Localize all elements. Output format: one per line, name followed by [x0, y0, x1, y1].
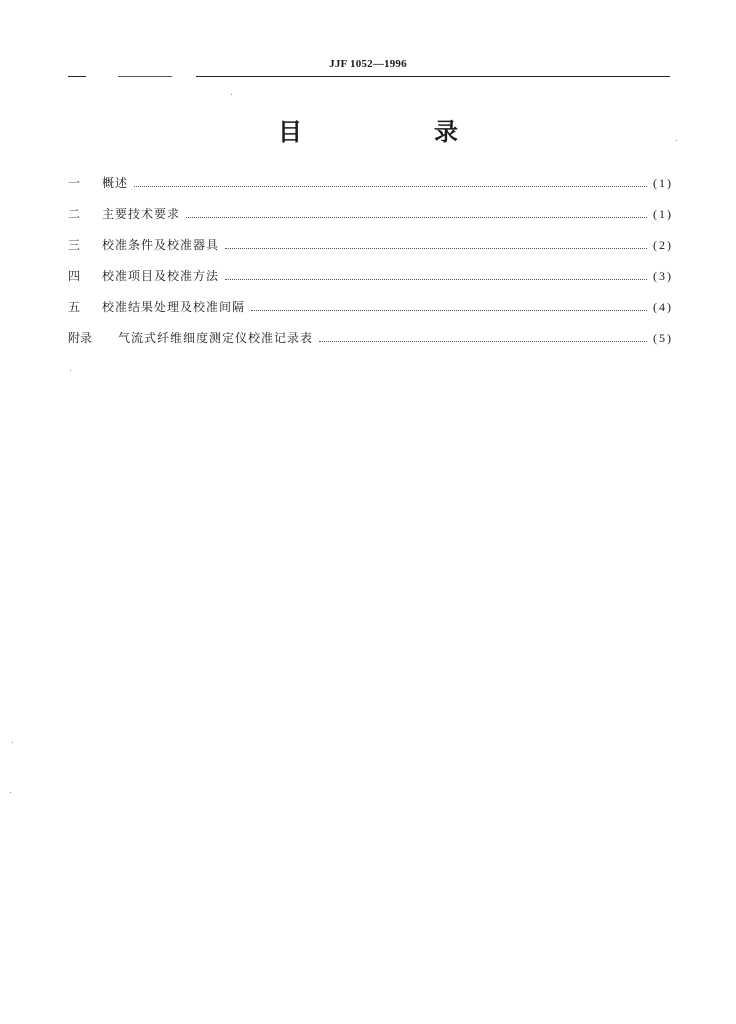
- table-of-contents: [68, 168, 673, 354]
- toc-entry[interactable]: [68, 261, 673, 292]
- toc-leader-dots: [186, 205, 647, 218]
- toc-entry-number: 五: [68, 300, 81, 314]
- header-rule-main: [196, 76, 670, 77]
- scan-speck: [10, 792, 11, 793]
- toc-leader-dots: [134, 174, 647, 187]
- toc-entry-page: (4): [653, 300, 673, 314]
- page-title: 目 录: [278, 118, 512, 146]
- toc-entry[interactable]: [68, 292, 673, 323]
- scan-speck: [231, 94, 232, 95]
- toc-entry-page: (1): [653, 176, 673, 190]
- toc-entry-title: 主要技术要求: [102, 207, 181, 221]
- toc-entry-title: 概述: [102, 176, 129, 190]
- toc-entry-page: (1): [653, 207, 673, 221]
- scan-speck: [70, 370, 71, 371]
- toc-entry[interactable]: [68, 199, 673, 230]
- toc-leader-dots: [251, 298, 647, 311]
- toc-entry-page: (5): [653, 331, 673, 345]
- toc-entry-number: 三: [68, 238, 81, 252]
- toc-leader-dots: [225, 236, 647, 249]
- toc-leader-dots: [319, 329, 647, 342]
- toc-entry-title: 气流式纤维细度测定仪校准记录表: [118, 331, 314, 345]
- header-standard-code: JJF 1052—1996: [329, 58, 407, 70]
- toc-entry-page: (2): [653, 238, 673, 252]
- toc-entry-number: 四: [68, 269, 81, 283]
- toc-entry-number: 附录: [68, 331, 93, 345]
- toc-entry-number: 二: [68, 207, 81, 221]
- toc-entry[interactable]: [68, 323, 673, 354]
- header-rule-left: [68, 76, 86, 77]
- toc-entry-title: 校准项目及校准方法: [102, 269, 220, 283]
- toc-leader-dots: [225, 267, 647, 280]
- scan-speck: [676, 140, 677, 141]
- toc-entry-page: (3): [653, 269, 673, 283]
- toc-entry[interactable]: [68, 168, 673, 199]
- toc-entry-title: 校准条件及校准器具: [102, 238, 220, 252]
- toc-entry-number: 一: [68, 176, 81, 190]
- header-rule-left-dashed: [118, 76, 172, 77]
- scan-speck: [12, 742, 13, 743]
- toc-entry[interactable]: [68, 230, 673, 261]
- toc-entry-title: 校准结果处理及校准间隔: [102, 300, 246, 314]
